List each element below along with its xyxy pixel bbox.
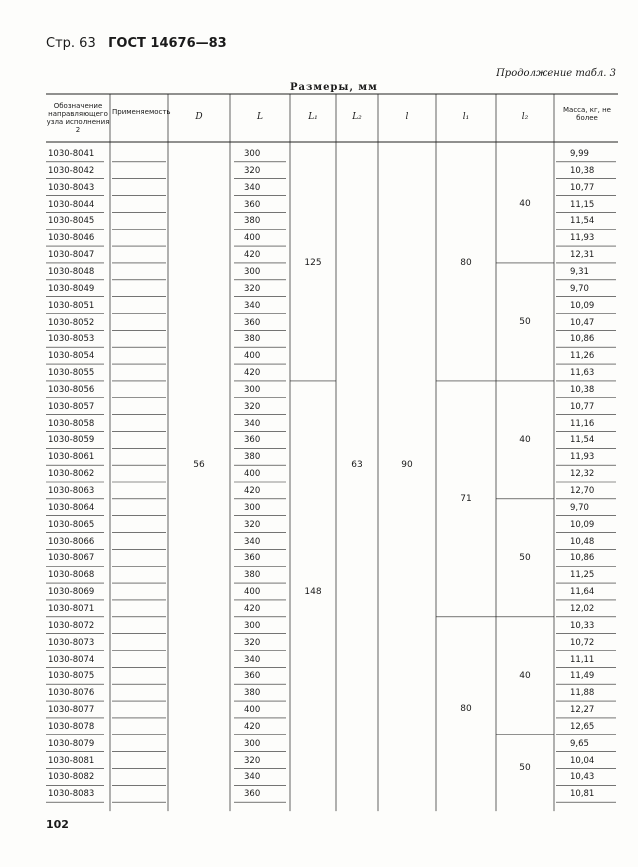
row-designation: 1030-8075	[48, 671, 95, 682]
row-mass-value: 12,32	[570, 469, 595, 480]
row-designation: 1030-8082	[48, 772, 95, 783]
page-number: 102	[46, 818, 69, 831]
col-header-L: L	[257, 112, 263, 122]
row-mass-value: 12,70	[570, 486, 595, 496]
row-designation: 1030-8077	[48, 705, 95, 716]
row-designation: 1030-8079	[48, 738, 95, 749]
merged-l2: 40	[519, 670, 531, 681]
row-L-value: 300	[244, 149, 261, 159]
row-mass-value: 10,77	[570, 401, 595, 412]
row-L-value: 300	[244, 620, 261, 631]
row-mass-value: 9,65	[570, 738, 589, 749]
row-mass-value: 9,31	[570, 266, 589, 277]
row-L-value: 300	[244, 502, 261, 513]
row-L-value: 320	[244, 755, 261, 766]
row-designation: 1030-8067	[48, 553, 95, 564]
row-mass-value: 10,81	[570, 789, 595, 800]
merged-l2: 50	[519, 552, 531, 563]
row-mass-value: 11,93	[570, 233, 595, 244]
row-L-value: 400	[244, 469, 261, 480]
row-mass-value: 11,64	[570, 587, 595, 598]
col-header-L2: L₂	[352, 112, 362, 122]
row-designation: 1030-8043	[48, 182, 95, 193]
row-L-value: 400	[244, 705, 261, 716]
row-mass-value: 12,31	[570, 250, 595, 261]
row-L-value: 300	[244, 266, 261, 277]
col-header-designation: Обозначение направляющего узла исполнения 2	[46, 102, 110, 134]
row-mass-value: 11,54	[570, 435, 595, 446]
row-designation: 1030-8059	[48, 435, 95, 446]
units-caption: Размеры, мм	[290, 82, 378, 93]
merged-L1: 125	[304, 257, 322, 268]
row-mass-value: 10,86	[570, 553, 595, 564]
row-L-value: 320	[244, 401, 261, 412]
col-header-l: l	[405, 112, 409, 122]
row-mass-value: 11,93	[570, 452, 595, 463]
merged-l2: 40	[519, 434, 531, 445]
standard-code: ГОСТ 14676—83	[108, 36, 227, 51]
row-designation: 1030-8046	[48, 233, 95, 244]
row-designation: 1030-8063	[48, 486, 95, 496]
row-designation: 1030-8061	[48, 452, 95, 463]
row-L-value: 400	[244, 233, 261, 244]
row-mass-value: 10,09	[570, 519, 595, 530]
row-L-value: 300	[244, 738, 261, 749]
row-designation: 1030-8051	[48, 300, 95, 311]
row-L-value: 420	[244, 486, 261, 496]
row-mass-value: 10,38	[570, 165, 595, 176]
page-label: Стр. 63	[46, 36, 96, 51]
row-designation: 1030-8076	[48, 688, 95, 699]
merged-L2: 63	[351, 460, 363, 470]
row-L-value: 340	[244, 182, 261, 193]
row-designation: 1030-8049	[48, 283, 95, 294]
row-mass-value: 10,33	[570, 620, 595, 631]
row-mass-value: 12,02	[570, 603, 595, 614]
row-mass-value: 10,04	[570, 755, 595, 766]
row-designation: 1030-8041	[48, 149, 95, 159]
row-mass-value: 11,88	[570, 688, 595, 699]
row-mass-value: 11,54	[570, 216, 595, 227]
row-designation: 1030-8073	[48, 637, 95, 648]
row-L-value: 320	[244, 637, 261, 648]
row-L-value: 340	[244, 418, 261, 429]
row-designation: 1030-8044	[48, 199, 95, 210]
merged-l2: 50	[519, 763, 531, 774]
col-header-l1: l₁	[462, 112, 470, 122]
row-L-value: 340	[244, 654, 261, 665]
row-designation: 1030-8053	[48, 334, 95, 345]
row-mass-value: 10,77	[570, 182, 595, 193]
merged-l2: 50	[519, 316, 531, 327]
row-L-value: 360	[244, 435, 261, 446]
row-designation: 1030-8062	[48, 469, 95, 480]
row-designation: 1030-8083	[48, 789, 95, 800]
row-mass-value: 10,86	[570, 334, 595, 345]
row-L-value: 380	[244, 570, 261, 581]
row-designation: 1030-8066	[48, 536, 95, 547]
merged-l1: 80	[460, 704, 472, 715]
row-designation: 1030-8064	[48, 502, 95, 513]
row-L-value: 420	[244, 603, 261, 614]
row-L-value: 420	[244, 250, 261, 261]
row-mass-value: 10,48	[570, 536, 595, 547]
row-designation: 1030-8047	[48, 250, 95, 261]
row-designation: 1030-8081	[48, 755, 95, 766]
row-mass-value: 11,16	[570, 418, 595, 429]
col-header-l2: l₂	[521, 112, 529, 122]
row-designation: 1030-8048	[48, 266, 95, 277]
row-L-value: 360	[244, 671, 261, 682]
merged-l: 90	[401, 460, 413, 470]
row-L-value: 340	[244, 300, 261, 311]
row-designation: 1030-8054	[48, 351, 95, 362]
merged-l2: 40	[519, 198, 531, 209]
row-designation: 1030-8056	[48, 384, 95, 395]
row-designation: 1030-8071	[48, 603, 95, 614]
row-designation: 1030-8068	[48, 570, 95, 581]
row-mass-value: 9,99	[570, 149, 589, 159]
row-L-value: 340	[244, 772, 261, 783]
row-L-value: 420	[244, 721, 261, 732]
row-designation: 1030-8057	[48, 401, 95, 412]
col-header-L1: L₁	[308, 112, 318, 122]
row-L-value: 340	[244, 536, 261, 547]
row-mass-value: 11,63	[570, 368, 595, 379]
merged-D: 56	[193, 460, 205, 470]
col-header-mass: Масса, кг, не более	[562, 106, 611, 122]
row-mass-value: 10,38	[570, 384, 595, 395]
merged-l1: 71	[460, 493, 472, 504]
row-L-value: 360	[244, 553, 261, 564]
row-designation: 1030-8055	[48, 368, 95, 379]
row-designation: 1030-8052	[48, 317, 95, 328]
col-header-D: D	[195, 112, 203, 122]
row-designation: 1030-8045	[48, 216, 95, 227]
col-header-applicability: Применяемость	[112, 108, 171, 116]
merged-l1: 80	[460, 257, 472, 268]
row-mass-value: 11,11	[570, 654, 595, 665]
row-L-value: 300	[244, 384, 261, 395]
running-header	[46, 36, 227, 51]
row-L-value: 320	[244, 283, 261, 294]
row-designation: 1030-8072	[48, 620, 95, 631]
row-mass-value: 12,27	[570, 705, 595, 716]
merged-L1: 148	[304, 586, 322, 597]
row-designation: 1030-8074	[48, 654, 95, 665]
row-L-value: 400	[244, 351, 261, 362]
row-designation: 1030-8078	[48, 721, 95, 732]
row-designation: 1030-8042	[48, 165, 95, 176]
continuation-note: Продолжение табл. 3	[496, 68, 616, 79]
row-L-value: 380	[244, 688, 261, 699]
row-mass-value: 10,43	[570, 772, 595, 783]
row-mass-value: 10,09	[570, 300, 595, 311]
row-mass-value: 11,25	[570, 570, 595, 581]
row-designation: 1030-8058	[48, 418, 95, 429]
row-L-value: 320	[244, 165, 261, 176]
row-mass-value: 9,70	[570, 283, 589, 294]
row-mass-value: 11,15	[570, 199, 595, 210]
row-L-value: 360	[244, 789, 261, 800]
row-mass-value: 11,26	[570, 351, 595, 362]
row-L-value: 380	[244, 334, 261, 345]
row-L-value: 420	[244, 368, 261, 379]
row-mass-value: 10,72	[570, 637, 595, 648]
row-mass-value: 10,47	[570, 317, 595, 328]
row-designation: 1030-8069	[48, 587, 95, 598]
row-L-value: 320	[244, 519, 261, 530]
row-L-value: 400	[244, 587, 261, 598]
row-L-value: 360	[244, 199, 261, 210]
row-mass-value: 9,70	[570, 502, 589, 513]
row-designation: 1030-8065	[48, 519, 95, 530]
row-mass-value: 11,49	[570, 671, 595, 682]
row-mass-value: 12,65	[570, 721, 595, 732]
row-L-value: 380	[244, 452, 261, 463]
row-L-value: 360	[244, 317, 261, 328]
row-L-value: 380	[244, 216, 261, 227]
